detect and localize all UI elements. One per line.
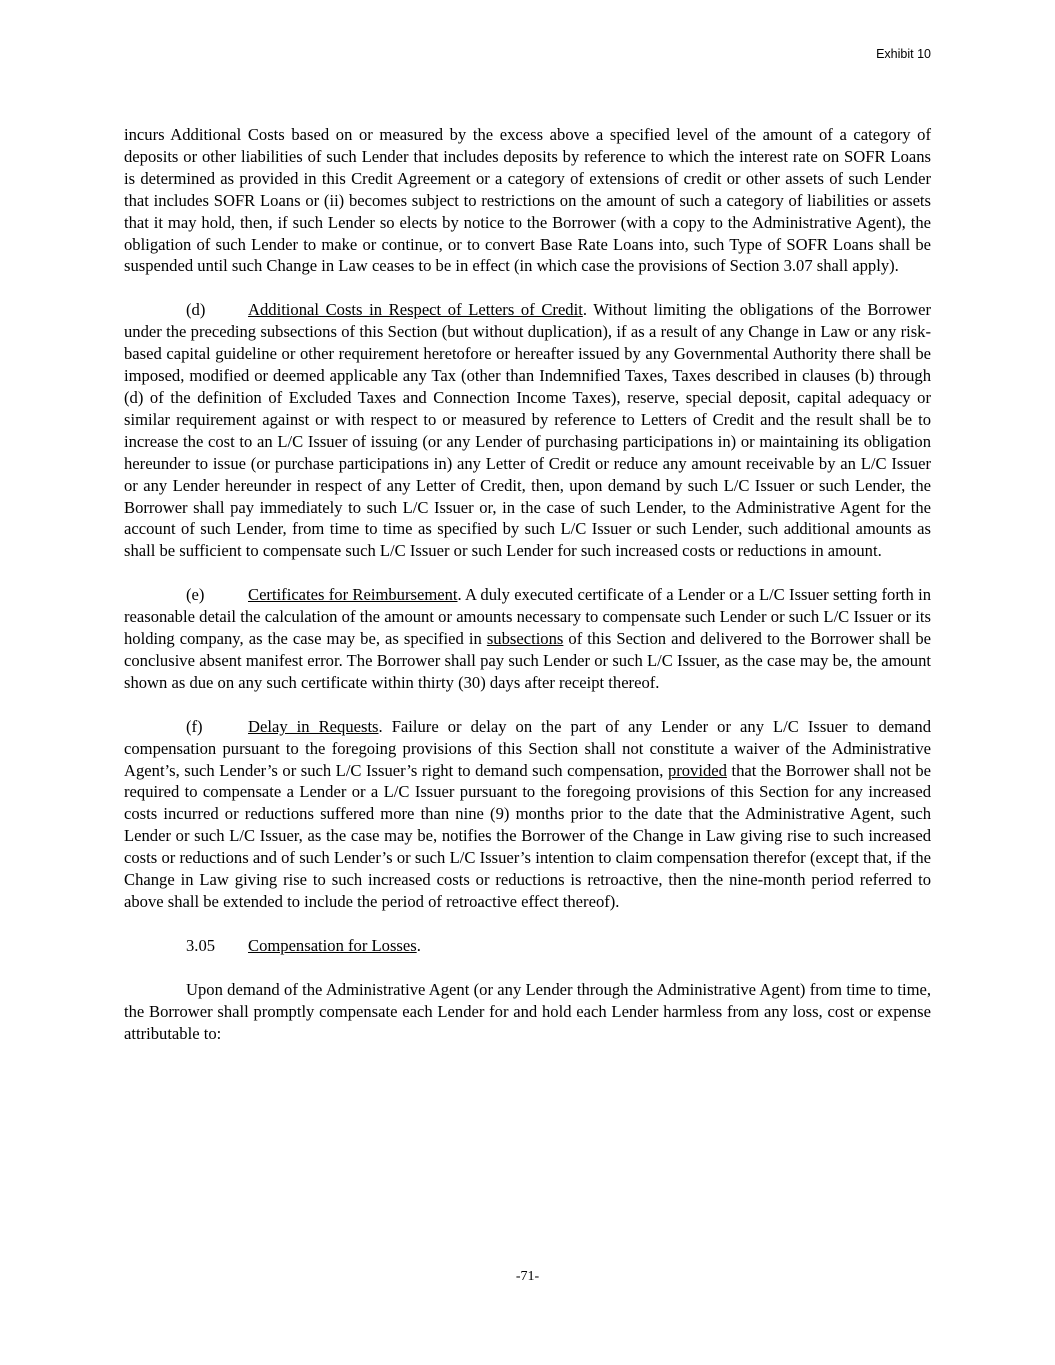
subsection-e-title: Certificates for Reimbursement — [248, 585, 458, 605]
continuation-paragraph: incurs Additional Costs based on or measured by the excess above a specified level of the amount of a category of deposits or other liabilities of such Lender that includes deposits by reference to which the interest rate on SOFR Loans is determined as provided in this Credit Agreement or a category of extensions of credit or other assets of such Lender that includes SOFR Loans or (ii) becomes subject to restrictions on the amount of such a category of liabilities or assets that it may hold, then, if such Lender so elects by notice to the Borrower (with a copy to the Administrative Agent), the obligation of such Lender to make or continue, or to convert Base Rate Loans into, such Type of SOFR Loans shall be suspended until such Change in Law ceases to be in effect (in which case the provisions of Section 3.07 shall apply). — [124, 125, 931, 276]
section-3-05-body: Upon demand of the Administrative Agent (or any Lender through the Administrative Agent) from time to time, the Borrower shall promptly compensate each Lender for and hold each Lender harmless from any loss, cost or expense attributable to: — [124, 979, 931, 1043]
subsection-f-body-part2: that the Borrower shall not be required to compensate a Lender or a L/C Issuer pursuant to the foregoing provisions of this Section for any increased costs incurred or reductions suffered more than nine (9) months prior to the date that the Administrative Agent, such Lender or such L/C Issuer, as the case may be, notifies the Borrower of the Change in Law giving rise to such increased costs or reductions and of such Lender’s or such L/C Issuer’s intention to claim compensation therefor (except that, if the Change in Law giving rise to such increased costs or reductions is retroactive, then the nine-month period referred to above shall be extended to include the period of retroactive effect thereof). — [124, 760, 931, 911]
section-3-05-number: 3.05 — [186, 935, 216, 955]
subsection-d-label: (d) — [186, 300, 206, 320]
subsection-e — [124, 584, 931, 694]
subsection-d-body: . Without limiting the obligations of the Borrower under the preceding subsections of this Section (but without duplication), if as a result of any Change in Law or any risk-based capital guideline or other requirement heretofore or hereafter issued by any Governmental Authority there shall be imposed, modified or deemed applicable any Tax (other than Indemnified Taxes, Taxes described in clauses (b) through (d) of the definition of Excluded Taxes and Connection Income Taxes), reserve, special deposit, capital adequacy or similar requirement against or with respect to or measured by reference to Letters of Credit and the result shall be to increase the cost to an L/C Issuer of issuing (or any Lender of purchasing participations in) or maintaining its obligation hereunder to issue (or purchase participations in) any Letter of Credit or reduce any amount receivable by an L/C Issuer or any Lender hereunder in respect of any Letter of Credit, then, upon demand by such L/C Issuer or such Lender, the Borrower shall pay immediately to such L/C Issuer or, in the case of such Lender, to the Administrative Agent for the account of such Lender, from time to time as specified by such L/C Issuer or such Lender, such additional amounts as shall be sufficient to compensate such L/C Issuer or such Lender for such increased costs or reductions in amount. — [124, 300, 931, 561]
document-body — [124, 124, 931, 1067]
section-3-05-punct: . — [416, 935, 421, 955]
subsection-e-body-part1: . A duly executed certificate of a Lender or a L/C Issuer setting forth in reasonable detail the calculation of the amount or amounts necessary to compensate such Lender or such L/C Issuer or its holding company, as the case may be, as specified in — [124, 585, 931, 649]
subsection-f-body-part1: . Failure or delay on the part of any Lender or any L/C Issuer to demand compensation pursuant to the foregoing provisions of this Section shall not constitute a waiver of the Administrative Agent’s, such Lender’s or such L/C Issuer’s right to demand such compensation, — [124, 716, 931, 780]
subsection-e-label: (e) — [186, 585, 205, 605]
provided-term: provided — [667, 760, 727, 780]
subsection-f-label: (f) — [186, 716, 203, 736]
subsection-e-body-part2: of this Section and delivered to the Borrower shall be conclusive absent manifest error. The Borrower shall pay such Lender or such L/C Issuer, as the case may be, the amount shown as due on any such certificate within thirty (30) days after receipt thereof. — [124, 629, 931, 692]
exhibit-label: Exhibit 10 — [876, 47, 931, 61]
subsection-d-title: Additional Costs in Respect of Letters of Credit — [248, 300, 583, 320]
page-number: -71- — [515, 1269, 540, 1284]
section-3-05-title: Compensation for Losses — [248, 935, 417, 955]
subsection-f-title: Delay in Requests — [248, 716, 379, 736]
subsection-d — [124, 299, 931, 562]
subsections-reference: subsections — [486, 629, 564, 649]
section-3-05-heading — [124, 935, 931, 957]
subsection-f — [124, 716, 931, 913]
